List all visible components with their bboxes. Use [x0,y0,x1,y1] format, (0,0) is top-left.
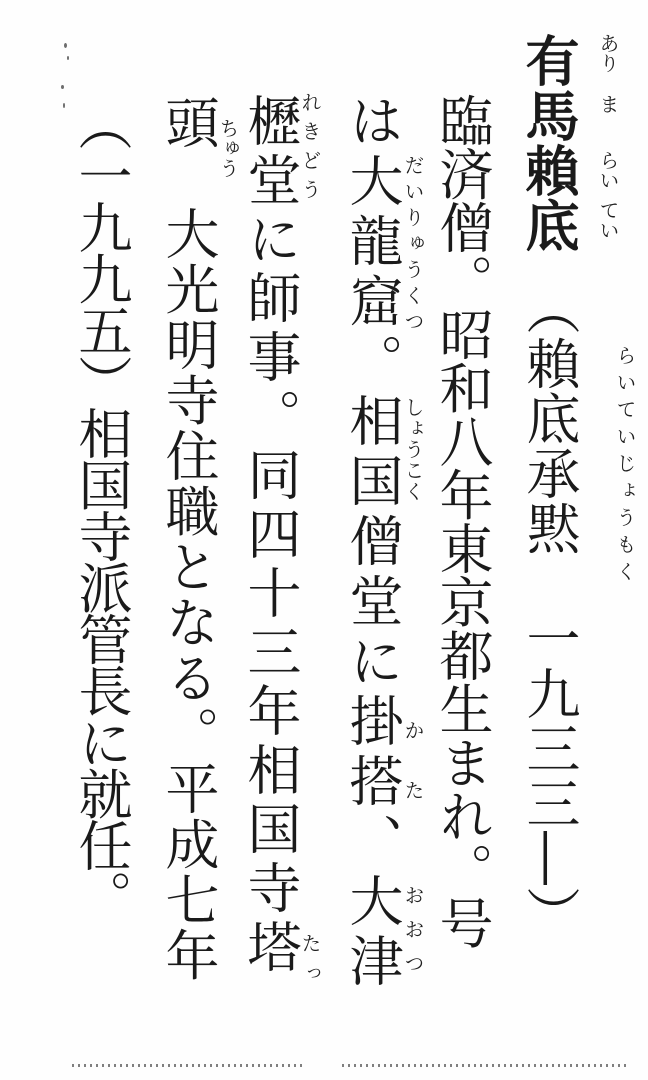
entry-subhead: （賴底承黙 一九三三―） [518,253,581,941]
scan-speck [64,43,67,48]
entry-text-column-2: は大龍窟。相国僧堂に掛搭、大津 [341,93,404,993]
scan-speck [63,103,65,108]
furigana-chu: ちゅう [216,118,240,178]
dotted-rule-left [72,1064,305,1067]
furigana-rekido: れきどう [298,92,322,208]
scan-speck [61,85,64,89]
furigana-kata: かた [401,720,425,840]
furigana-raitei-jomoku: らいていじょうもく [613,345,637,588]
furigana-ari: あり [596,33,620,73]
entry-text-column-4: 頭 大光明寺住職となる。平成七年 [157,95,220,983]
furigana-otsu: おおつ [401,885,425,987]
dotted-rule-right [342,1064,626,1067]
furigana-rai: らい [596,150,620,190]
entry-text-column-1: 臨済僧。昭和八年東京都生まれ。号 [431,93,494,949]
furigana-dairyukutsu: だいりゅうくつ [401,155,425,337]
furigana-tatsu: たっ [298,933,322,993]
furigana-shokoku: しょうこく [401,397,425,502]
scan-speck [67,56,69,60]
entry-text-column-3: 櫪堂に師事。同四十三年相国寺塔 [239,93,302,978]
entry-text-column-5: （一九九五）相国寺派管長に就任。 [70,97,133,921]
furigana-tei: てい [596,200,620,240]
headword-column [517,33,581,941]
entry-headword: 有馬賴底 [517,33,581,253]
furigana-ma: ま [596,94,620,114]
